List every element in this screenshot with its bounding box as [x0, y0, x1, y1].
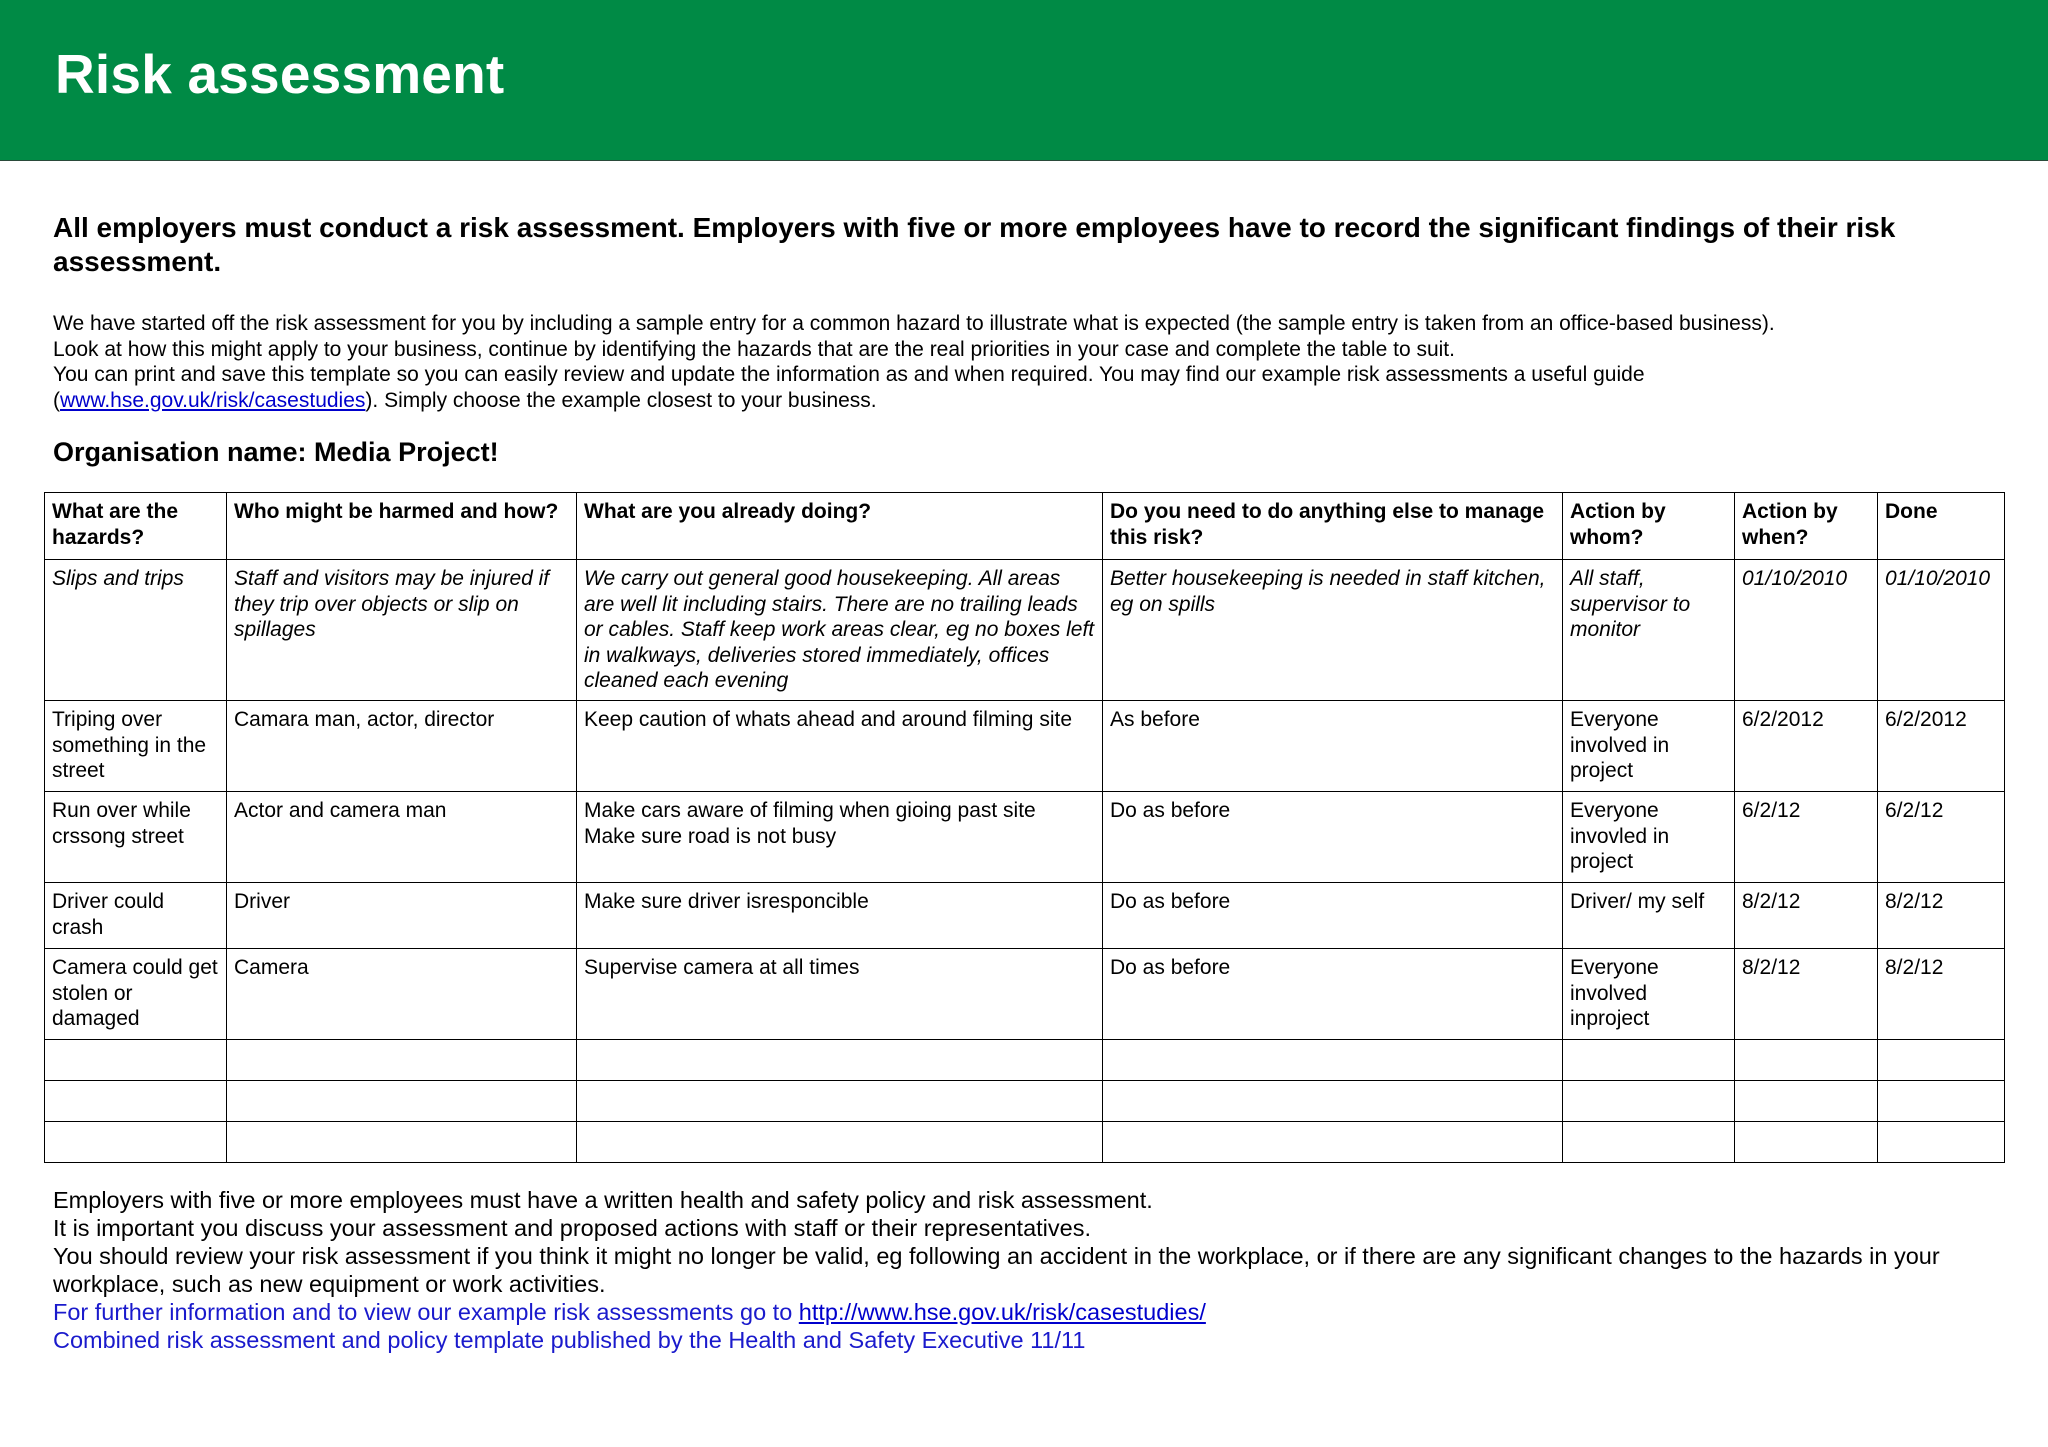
table-cell: [45, 1122, 227, 1163]
table-cell: 6/2/12: [1735, 792, 1878, 883]
table-cell: Supervise camera at all times: [577, 949, 1103, 1040]
table-cell: [1103, 1081, 1563, 1122]
table-cell: Triping over something in the street: [45, 701, 227, 792]
header-done: Done: [1878, 493, 2005, 560]
table-cell: Actor and camera man: [227, 792, 577, 883]
table-row-empty: [45, 1122, 2005, 1163]
table-cell: Better housekeeping is needed in staff kitchen, eg on spills: [1103, 560, 1563, 701]
table-cell: 6/2/2012: [1735, 701, 1878, 792]
table-cell: Camara man, actor, director: [227, 701, 577, 792]
table-row-empty: [45, 1040, 2005, 1081]
table-cell: [1103, 1040, 1563, 1081]
table-cell: [45, 1081, 227, 1122]
table-cell: Do as before: [1103, 949, 1563, 1040]
table-cell: Keep caution of whats ahead and around filming site: [577, 701, 1103, 792]
table-cell: [577, 1081, 1103, 1122]
table-cell: [1563, 1122, 1735, 1163]
risk-table: [44, 492, 2005, 1163]
table-row: [45, 949, 2005, 1040]
table-cell: Driver could crash: [45, 883, 227, 949]
table-cell: Do as before: [1103, 792, 1563, 883]
table-cell: [227, 1122, 577, 1163]
table-cell: Everyone involved in project: [1563, 701, 1735, 792]
table-cell: 8/2/12: [1878, 883, 2005, 949]
table-cell: Driver: [227, 883, 577, 949]
intro-line-3: You can print and save this template so you can easily review and update the information as and when required. You may find our example risk assessments a useful guide: [53, 363, 1645, 386]
table-cell: [1735, 1081, 1878, 1122]
table-row: [45, 792, 2005, 883]
table-cell: Driver/ my self: [1563, 883, 1735, 949]
table-cell: 01/10/2010: [1735, 560, 1878, 701]
table-cell: 6/2/2012: [1878, 701, 2005, 792]
link-prefix: (: [53, 388, 60, 412]
intro-line-2: Look at how this might apply to your business, continue by identifying the hazards that are the real priorities in your case and complete the table to suit.: [53, 337, 1455, 361]
page-title: Risk assessment: [55, 43, 505, 105]
table-cell: [577, 1122, 1103, 1163]
table-cell: Camera could get stolen or damaged: [45, 949, 227, 1040]
table-cell: Run over while crssong street: [45, 792, 227, 883]
table-cell: Camera: [227, 949, 577, 1040]
table-cell: All staff, supervisor to monitor: [1563, 560, 1735, 701]
casestudies-link[interactable]: www.hse.gov.uk/risk/casestudies: [60, 388, 366, 412]
table-cell: 6/2/12: [1878, 792, 2005, 883]
table-cell: Make sure driver isresponcible: [577, 883, 1103, 949]
footer-notes: [53, 1186, 2013, 1354]
table-cell: Make cars aware of filming when gioing past site Make sure road is not busy: [577, 792, 1103, 883]
table-cell: [1878, 1081, 2005, 1122]
header-action-by-when: Action by when?: [1735, 493, 1878, 560]
intro-line-1: We have started off the risk assessment for you by including a sample entry for a common hazard to illustrate what is expected (the sample entry is taken from an office-based business).: [53, 312, 1775, 335]
table-cell: Everyone involved inproject: [1563, 949, 1735, 1040]
table-cell: 01/10/2010: [1878, 560, 2005, 701]
table-cell: [1563, 1040, 1735, 1081]
table-row-sample: [45, 560, 2005, 701]
link-suffix: ). Simply choose the example closest to your business.: [365, 388, 877, 412]
table-cell: 8/2/12: [1878, 949, 2005, 1040]
table-cell: [227, 1040, 577, 1081]
header-hazards: What are the hazards?: [45, 493, 227, 560]
footer-info: [53, 1298, 2013, 1326]
header-banner: [0, 0, 2048, 161]
intro-heading: All employers must conduct a risk assessment. Employers with five or more employees have to record the significant findings of their risk assessment.: [53, 212, 1896, 277]
table-cell: [1563, 1081, 1735, 1122]
organisation-name: Organisation name: Media Project!: [53, 437, 499, 467]
table-cell: [1878, 1122, 2005, 1163]
footer-casestudies-link[interactable]: http://www.hse.gov.uk/risk/casestudies/: [798, 1299, 1206, 1325]
table-cell: Slips and trips: [45, 560, 227, 701]
table-cell: 8/2/12: [1735, 949, 1878, 1040]
table-cell: [45, 1040, 227, 1081]
header-already-doing: What are you already doing?: [577, 493, 1103, 560]
table-cell: As before: [1103, 701, 1563, 792]
table-cell: We carry out general good housekeeping. All areas are well lit including stairs. There are no trailing leads or cables. Staff keep work areas clear, eg no boxes left in walkways, deliveries stored immediately, offices cleaned each evening: [577, 560, 1103, 701]
table-cell: [1735, 1122, 1878, 1163]
table-cell: [1878, 1040, 2005, 1081]
table-cell: [1103, 1122, 1563, 1163]
table-cell: 8/2/12: [1735, 883, 1878, 949]
header-action-by-whom: Action by whom?: [1563, 493, 1735, 560]
footer-info-text: For further information and to view our example risk assessments go to: [53, 1299, 799, 1325]
header-who-harmed: Who might be harmed and how?: [227, 493, 577, 560]
footer-publisher: Combined risk assessment and policy template published by the Health and Safety Executive 11/11: [53, 1327, 1086, 1353]
table-cell: Staff and visitors may be injured if they trip over objects or slip on spillages: [227, 560, 577, 701]
table-cell: [1735, 1040, 1878, 1081]
footer-line-2: It is important you discuss your assessment and proposed actions with staff or their representatives.: [53, 1215, 1091, 1241]
table-row: [45, 701, 2005, 792]
intro-text: [53, 311, 2013, 413]
table-cell: Do as before: [1103, 883, 1563, 949]
table-row: [45, 883, 2005, 949]
table-row-empty: [45, 1081, 2005, 1122]
intro-line-4: [53, 388, 2013, 414]
table-cell: [577, 1040, 1103, 1081]
footer-line-1: Employers with five or more employees must have a written health and safety policy and risk assessment.: [53, 1187, 1153, 1213]
table-cell: [227, 1081, 577, 1122]
header-anything-else: Do you need to do anything else to manage this risk?: [1103, 493, 1563, 560]
table-header-row: [45, 493, 2005, 560]
footer-line-3: You should review your risk assessment if you think it might no longer be valid, eg following an accident in the workplace, or if there are any significant changes to the hazards in your workplace, such as new equipment or work activities.: [53, 1243, 1940, 1297]
table-cell: Everyone invovled in project: [1563, 792, 1735, 883]
